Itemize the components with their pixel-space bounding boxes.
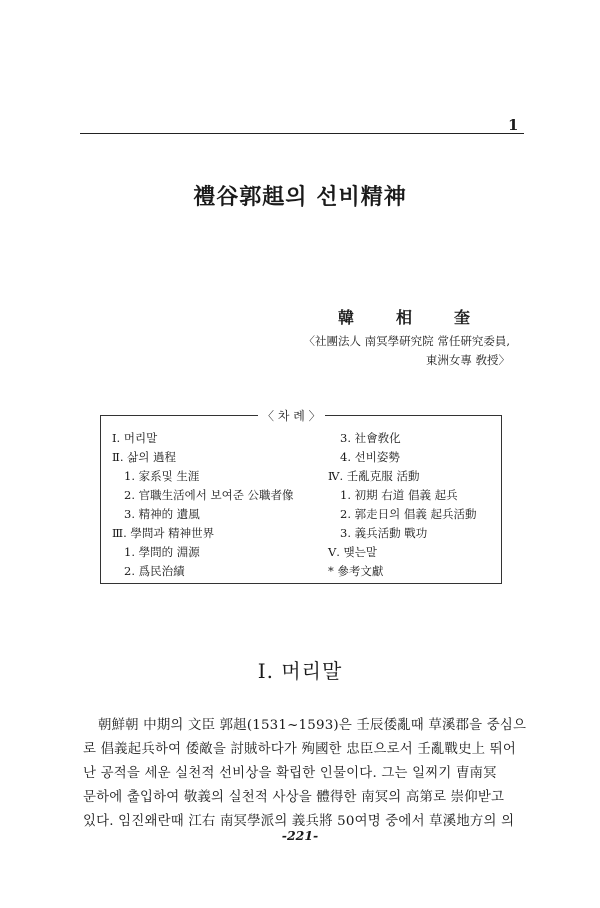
footer-page-number: -221- [281,828,319,843]
toc-item: 1. 家系및 生涯 [124,469,200,483]
toc-item: 2. 爲民治績 [124,564,185,578]
toc-item: 3. 社會敎化 [340,431,401,445]
toc-item: 4. 선비姿勢 [340,450,400,464]
article-title: 禮谷郭趄의 선비精神 [193,184,407,210]
toc-item: Ⅲ. 學問과 精神世界 [112,526,215,540]
toc-item: 1. 學問的 淵源 [124,545,200,559]
body-line: 문하에 출입하여 敬義의 실천적 사상을 體得한 南冥의 高第로 崇仰받고 [83,790,505,805]
author-affiliation-line1: 〈社團法人 南冥學硏究院 常任硏究委員, [303,334,510,348]
header-page-number: 1 [508,116,519,134]
toc-item: 3. 精神的 遺風 [124,507,200,521]
body-line: 朝鮮朝 中期의 文臣 郭趄(1531~1593)은 壬辰倭亂때 草溪郡을 중심으 [98,718,527,733]
body-line: 난 공적을 세운 실천적 선비상을 확립한 인물이다. 그는 일찌기 曺南冥 [83,766,497,781]
toc-item: Ⅳ. 壬亂克服 活動 [328,469,420,483]
toc-item: Ⅰ. 머리말 [112,431,158,445]
toc-item: * 參考文獻 [328,564,384,578]
body-line: 있다. 임진왜란때 江右 南冥學派의 義兵將 50여명 중에서 草溪地方의 의 [83,814,515,829]
author-name: 韓相奎 [337,308,512,327]
body-line: 로 倡義起兵하여 倭敵을 討賊하다가 殉國한 忠臣으로서 壬亂戰史上 뛰어 [83,742,516,757]
toc-title: 〈 차 례 〉 [258,407,325,424]
toc-item: 3. 義兵活動 戰功 [340,526,428,540]
toc-item: 2. 郭走日의 倡義 起兵活動 [340,507,477,521]
toc-item: Ⅴ. 맺는말 [328,545,377,559]
header-rule [80,133,524,134]
toc-item: 2. 官職生活에서 보여준 公職者像 [124,488,294,502]
toc-item: 1. 初期 右道 倡義 起兵 [340,488,458,502]
section-heading: Ⅰ. 머리말 [257,659,343,683]
author-affiliation-line2: 東洲女專 敎授〉 [425,353,510,367]
toc-item: Ⅱ. 삶의 過程 [112,450,177,464]
